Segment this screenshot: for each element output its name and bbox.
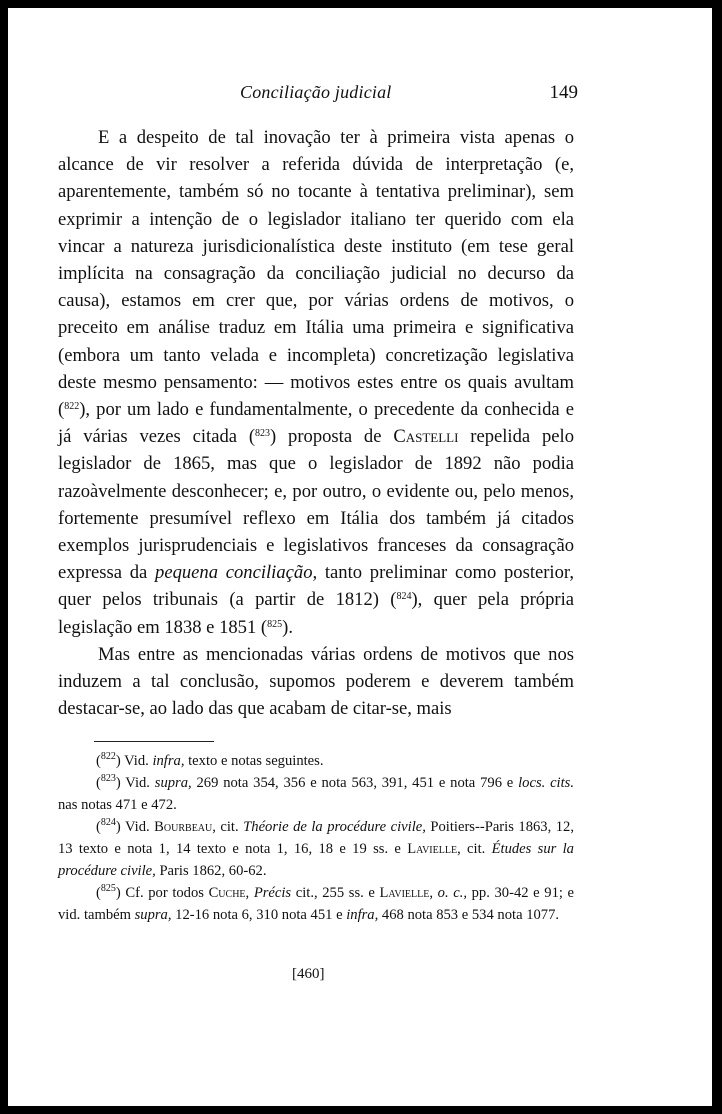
footnote-822: ($^{822}$) Vid. infra, texto e notas seguintes. bbox=[96, 751, 324, 769]
footnote-825: ($^{825}$) Cf. por todos Cuche, Précis cit., 255 ss. e Lavielle, o. c., pp. 30-42 e 91; e vid. também supra, 12-16 nota 6, 310 nota 451 e infra, 468 nota 853 e 534 nota 1077. bbox=[58, 883, 575, 923]
footnote-ref-823[interactable]: 823 bbox=[255, 428, 271, 440]
footnote-ref-825[interactable]: 825 bbox=[267, 618, 283, 630]
footnote-ref-824[interactable]: 824 bbox=[396, 591, 412, 603]
book-page bbox=[8, 8, 712, 1106]
running-head-title: Conciliação judicial bbox=[240, 82, 392, 102]
italic-term: pequena conciliação, bbox=[155, 562, 318, 584]
footnote-824: ($^{824}$) Vid. Bourbeau, cit. Théorie de la procédure civile, Poitiers--Paris 1863, 12, 13 texto e nota 1, 14 texto e nota 1, 16, 18 e 19 ss. e Lavielle, cit. Études sur la procédure civile, Paris 1862, 60-62. bbox=[58, 817, 574, 879]
footnote-divider bbox=[94, 741, 214, 742]
footnotes bbox=[58, 750, 574, 926]
page-number: 149 bbox=[549, 82, 578, 103]
paragraph-1: E a despeito de tal inovação ter à primeira vista apenas o alcance de vir resolver a referida dúvida de interpretação (e, aparentemente, também só no tocante à tentativa preliminar), sem exprimir a intenção de o legislador italiano ter querido com ela vincar a natureza jurisdicionalística deste instituto (em tese geral implícita na consagração da conciliação judicial no decurso da causa), estamos em crer que, por várias ordens de motivos, o preceito em análise traduz em Itália uma primeira e significativa (embora um tanto velada e incompleta) concretização legislativa deste mesmo pensamento: — motivos estes entre os quais avultam ($^{822}$), por um lado e fundamentalmente, o precedente da conhecida e já várias vezes citada ($^{823}$) proposta de Castelli repelida pelo legislador de 1865, mas que o legislador de 1892 não podia razoàvelmente desconhecer; e, por outro, o evidente ou, pelo menos, fortemente presumível reflexo em Itália dos também já citados exemplos jurisprudenciais e legislativos franceses da consagração expressa da pequena conciliação, tanto preliminar como posterior, quer pelos tribunais (a partir de 1812) ($^{824}$), quer pela própria legislação em 1838 e 1851 ($^{825}$). bbox=[58, 127, 574, 638]
running-head bbox=[58, 82, 578, 112]
body-text bbox=[58, 124, 574, 722]
author-name: Castelli bbox=[393, 426, 459, 448]
footnote-ref-822[interactable]: 822 bbox=[64, 401, 80, 413]
footnote-823: ($^{823}$) Vid. supra, 269 nota 354, 356 e nota 563, 391, 451 e nota 796 e locs. cits. nas notas 471 e 472. bbox=[58, 773, 574, 813]
original-page-number: [460] bbox=[292, 966, 325, 982]
paragraph-2: Mas entre as mencionadas várias ordens de motivos que nos induzem a tal conclusão, supomos poderem e deverem também destacar-se, ao lado das que acabam de citar-se, mais bbox=[58, 643, 574, 720]
